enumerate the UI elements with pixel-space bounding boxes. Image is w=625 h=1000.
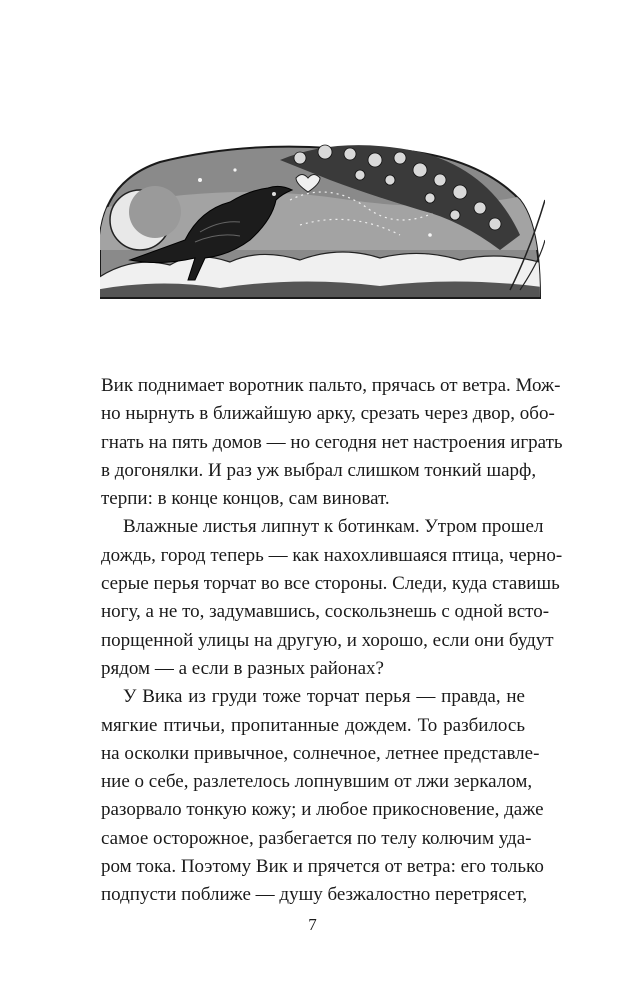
text-line: гнать на пять домов — но сегодня нет настроения играть	[101, 431, 563, 453]
paragraph	[101, 513, 563, 683]
text-line: Вик поднимает воротник пальто, прячась от ветра. Мож-	[101, 375, 561, 396]
raven-illustration	[100, 140, 545, 300]
text-line: Влажные листья липнут к ботинкам. Утром прошел	[123, 516, 544, 538]
text-line: У Вика из груди тоже торчат перья — правда, не	[123, 686, 525, 708]
text-line: мягкие птичьи, пропитанные дождем. То разбилось	[101, 714, 525, 736]
text-line: подпусти поближе — душу безжалостно перетрясет,	[101, 884, 528, 906]
text-line: в догонялки. И раз уж выбрал слишком тонкий шарф,	[101, 459, 537, 481]
text-line: серые перья торчат во все стороны. Следи, куда ставишь	[101, 573, 560, 595]
page-text	[101, 372, 563, 910]
text-line: дождь, город теперь — как нахохлившаяся птица, черно-	[101, 544, 563, 566]
text-line: на осколки привычное, солнечное, летнее представле-	[101, 742, 540, 764]
page-number: 7	[308, 915, 317, 934]
text-line: ние о себе, разлетелось лопнувшим от лжи зеркалом,	[101, 771, 533, 793]
text-line: порщенной улицы на другую, и хорошо, если они будут	[101, 629, 554, 651]
chapter-illustration	[100, 140, 545, 300]
paragraph	[101, 683, 544, 909]
text-line: но нырнуть в ближайшую арку, срезать через двор, обо-	[101, 403, 555, 425]
text-line: самое осторожное, разбегается по телу колючим уда-	[101, 827, 532, 849]
text-line: ром тока. Поэтому Вик и прячется от ветра: его только	[101, 856, 544, 878]
text-line: ногу, а не то, задумавшись, соскользнешь с одной вcто-	[101, 601, 550, 623]
text-line: разорвало тонкую кожу; и любое прикосновение, даже	[101, 799, 544, 821]
paragraph	[101, 372, 563, 513]
text-line: рядом — а если в разных районах?	[101, 657, 384, 679]
text-line: терпи: в конце концов, сам виноват.	[101, 488, 390, 510]
